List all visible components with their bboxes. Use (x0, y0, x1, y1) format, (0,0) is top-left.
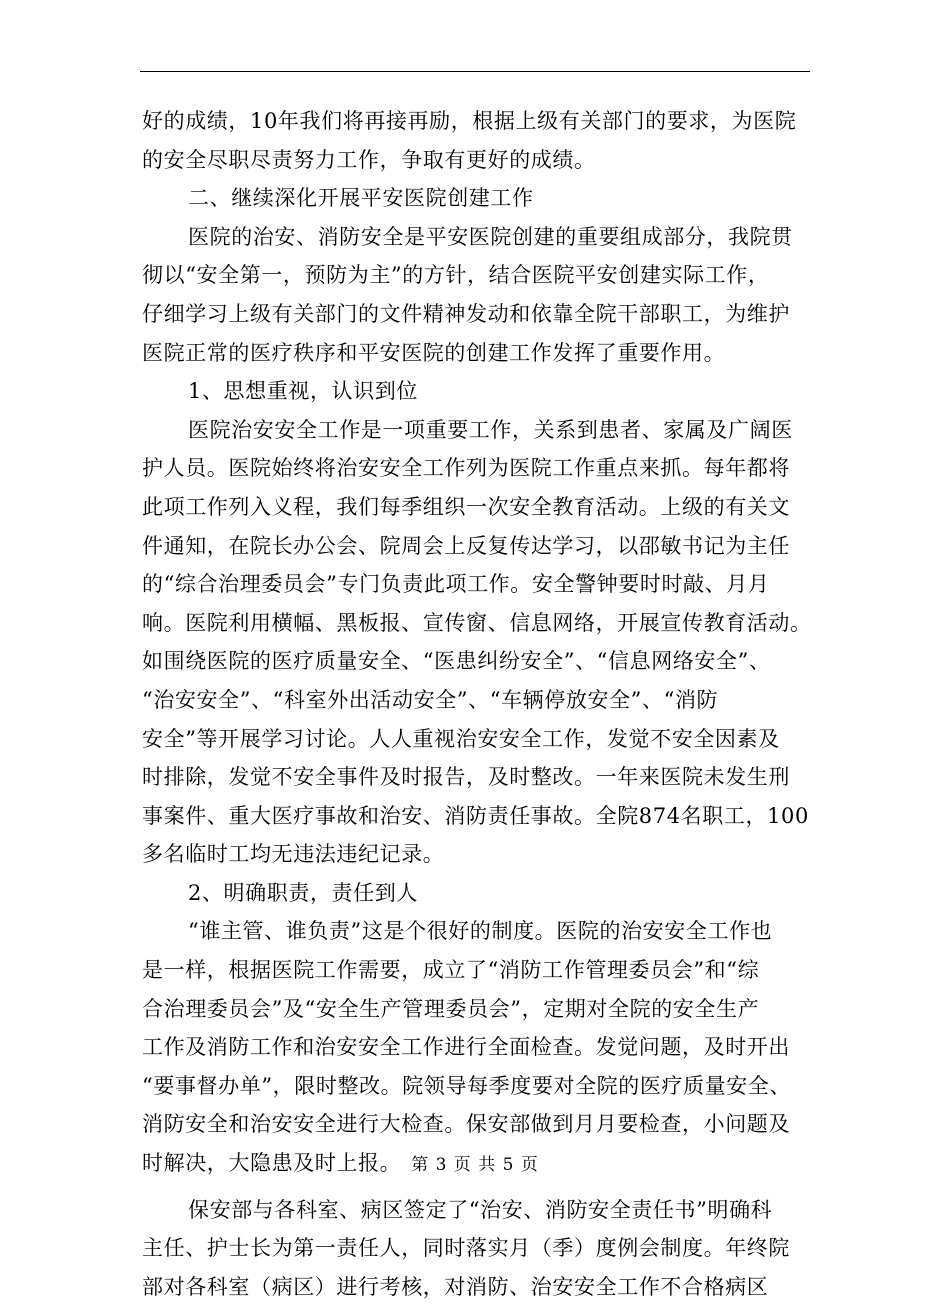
text-line: 工作及消防工作和治安安全工作进行全面检查。发觉问题，及时开出 (142, 1035, 790, 1060)
text-line: 此项工作列入义程，我们每季组织一次安全教育活动。上级的有关文 (142, 494, 790, 519)
text-line: 医院正常的医疗秩序和平安医院的创建工作发挥了重要作用。 (142, 340, 726, 365)
text-line: 护人员。医院始终将治安安全工作列为医院工作重点来抓。每年都将 (142, 456, 790, 481)
text-line: 主任、护士长为第一责任人，同时落实月（季）度例会制度。年终院 (142, 1236, 790, 1261)
text-line: 是一样，根据医院工作需要，成立了“消防工作管理委员会”和“综 (142, 958, 760, 983)
text-line: 二、继续深化开展平安医院创建工作 (188, 186, 534, 211)
page-number-footer: 第 3 页 共 5 页 (411, 1155, 539, 1175)
text-line: 保安部与各科室、病区签定了“治安、消防安全责任书”明确科 (188, 1197, 773, 1222)
text-line: 时解决，大隐患及时上报。 (142, 1151, 402, 1176)
text-line: 合治理委员会”及“安全生产管理委员会”，定期对全院的安全生产 (142, 996, 760, 1021)
text-line: 消防安全和治安安全进行大检查。保安部做到月月要检查，小问题及 (142, 1112, 790, 1137)
text-line: 多名临时工均无违法违纪记录。 (142, 842, 445, 867)
text-line: 如围绕医院的医疗质量安全、“医患纠纷安全”、“信息网络安全”、 (142, 649, 771, 674)
text-line: 时排除，发觉不安全事件及时报告，及时整改。一年来医院未发生刑 (142, 765, 790, 790)
text-line: 部对各科室（病区）进行考核，对消防、治安安全工作不合格病区 (142, 1274, 769, 1299)
text-line: 事案件、重大医疗事故和治安、消防责任事故。全院874名职工，100 (142, 803, 809, 828)
text-line: 安全”等开展学习讨论。人人重视治安安全工作，发觉不安全因素及 (142, 726, 780, 751)
text-line: 件通知，在院长办公会、院周会上反复传达学习，以邵敏书记为主任 (142, 533, 790, 558)
text-line: 1、思想重视，认识到位 (188, 379, 418, 404)
text-line: 2、明确职责，责任到人 (188, 880, 418, 905)
text-line: 仔细学习上级有关部门的文件精神发动和依靠全院干部职工，为维护 (142, 301, 790, 326)
text-line: 的安全尽职尽责努力工作，争取有更好的成绩。 (142, 147, 596, 172)
header-rule (140, 71, 810, 72)
text-line: “要事督办单”，限时整改。院领导每季度要对全院的医疗质量安全、 (142, 1073, 792, 1098)
text-line: 彻以“安全第一，预防为主”的方针，结合医院平安创建实际工作， (142, 263, 770, 288)
text-line: “治安安全”、“科室外出活动安全”、“车辆停放安全”、“消防 (142, 687, 719, 712)
text-line: 医院的治安、消防安全是平安医院创建的重要组成部分，我院贯 (188, 224, 793, 249)
text-line: 医院治安安全工作是一项重要工作，关系到患者、家属及广阔医 (188, 417, 793, 442)
text-line: 好的成绩，10年我们将再接再励，根据上级有关部门的要求，为医院 (142, 109, 797, 133)
document-body (142, 102, 814, 1306)
text-line: 的“综合治理委员会”专门负责此项工作。安全警钟要时时敲、月月 (142, 572, 770, 597)
text-line: 响。医院利用横幅、黑板报、宣传窗、信息网络，开展宣传教育活动。 (142, 610, 812, 635)
text-line: “谁主管、谁负责”这是个很好的制度。医院的治安安全工作也 (188, 919, 773, 944)
